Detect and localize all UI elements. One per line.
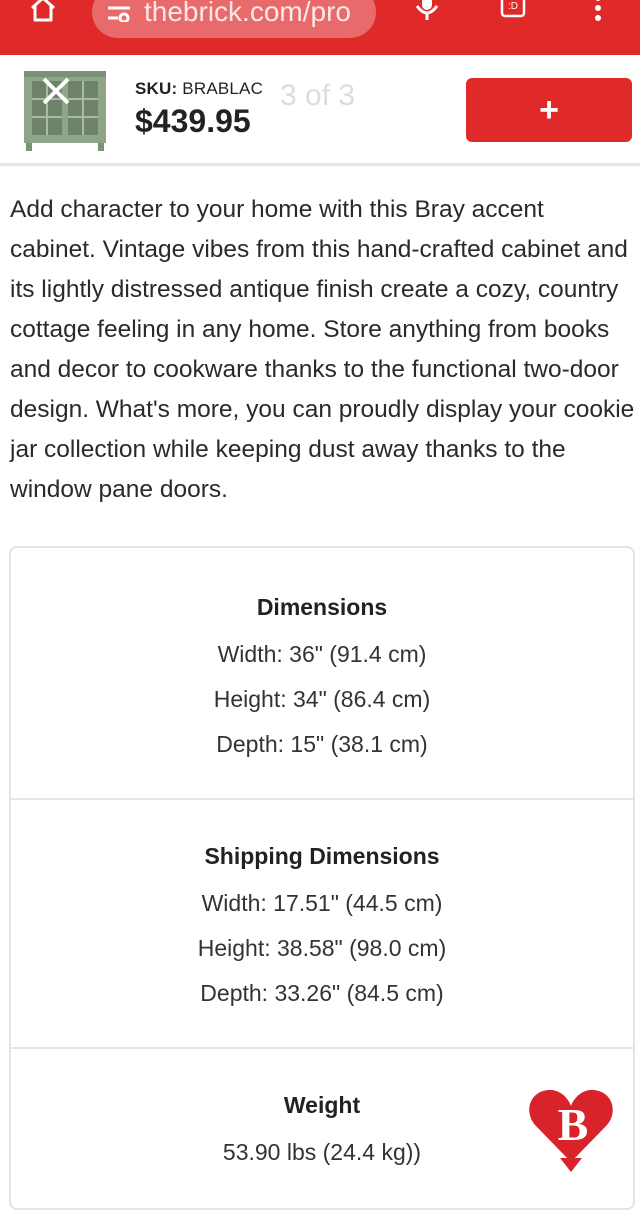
address-bar[interactable] bbox=[92, 0, 376, 38]
spec-divider bbox=[11, 798, 633, 800]
dimensions-title: Dimensions bbox=[256, 594, 388, 620]
dimension-depth: Depth: 15" (38.1 cm) bbox=[216, 731, 428, 757]
dimension-height: Height: 34" (86.4 cm) bbox=[213, 686, 431, 712]
sku bbox=[135, 79, 285, 99]
shipping-dimensions-title: Shipping Dimensions bbox=[204, 843, 440, 869]
add-to-cart-button[interactable]: + bbox=[466, 78, 632, 142]
tab-badge: :D bbox=[508, 1, 518, 12]
dimensions-section bbox=[11, 592, 633, 767]
shipping-height: Height: 38.58" (98.0 cm) bbox=[197, 935, 447, 961]
the-brick-logo-icon[interactable] bbox=[518, 1074, 624, 1174]
browser-toolbar bbox=[0, 0, 640, 55]
overflow-menu-icon[interactable] bbox=[590, 0, 606, 22]
tune-icon[interactable] bbox=[106, 4, 132, 22]
mic-icon[interactable] bbox=[414, 0, 440, 20]
sku-value: BRABLAC bbox=[182, 79, 264, 98]
product-price: $439.95 bbox=[135, 103, 251, 139]
shipping-width: Width: 17.51" (44.5 cm) bbox=[201, 890, 443, 916]
sku-label: SKU: bbox=[135, 79, 178, 98]
shipping-depth: Depth: 33.26" (84.5 cm) bbox=[200, 980, 444, 1006]
spec-divider bbox=[11, 1047, 633, 1049]
close-icon[interactable] bbox=[40, 75, 72, 107]
shipping-dimensions-section bbox=[11, 841, 633, 1016]
brand-letter: B bbox=[557, 1099, 589, 1150]
product-description: Add character to your home with this Bray accent cabinet. Vintage vibes from this hand-crafted cabinet and its lightly distressed antique finish create a cozy, country cottage feeling in any home. Store anything from books and decor to cookware thanks to the functional two-door design. What's more, you can proudly display your cookie jar collection while keeping dust away thanks to the window pane doors. bbox=[10, 196, 635, 503]
image-counter: 3 of 3 bbox=[280, 79, 356, 112]
home-icon[interactable] bbox=[28, 0, 58, 22]
weight-value: 53.90 lbs (24.4 kg)) bbox=[222, 1139, 422, 1165]
dimension-width: Width: 36" (91.4 cm) bbox=[217, 641, 427, 667]
product-sticky-header bbox=[0, 55, 640, 166]
tab-count-icon[interactable] bbox=[500, 0, 526, 20]
weight-title: Weight bbox=[283, 1092, 361, 1118]
url-text: thebrick.com/pro bbox=[144, 0, 351, 27]
